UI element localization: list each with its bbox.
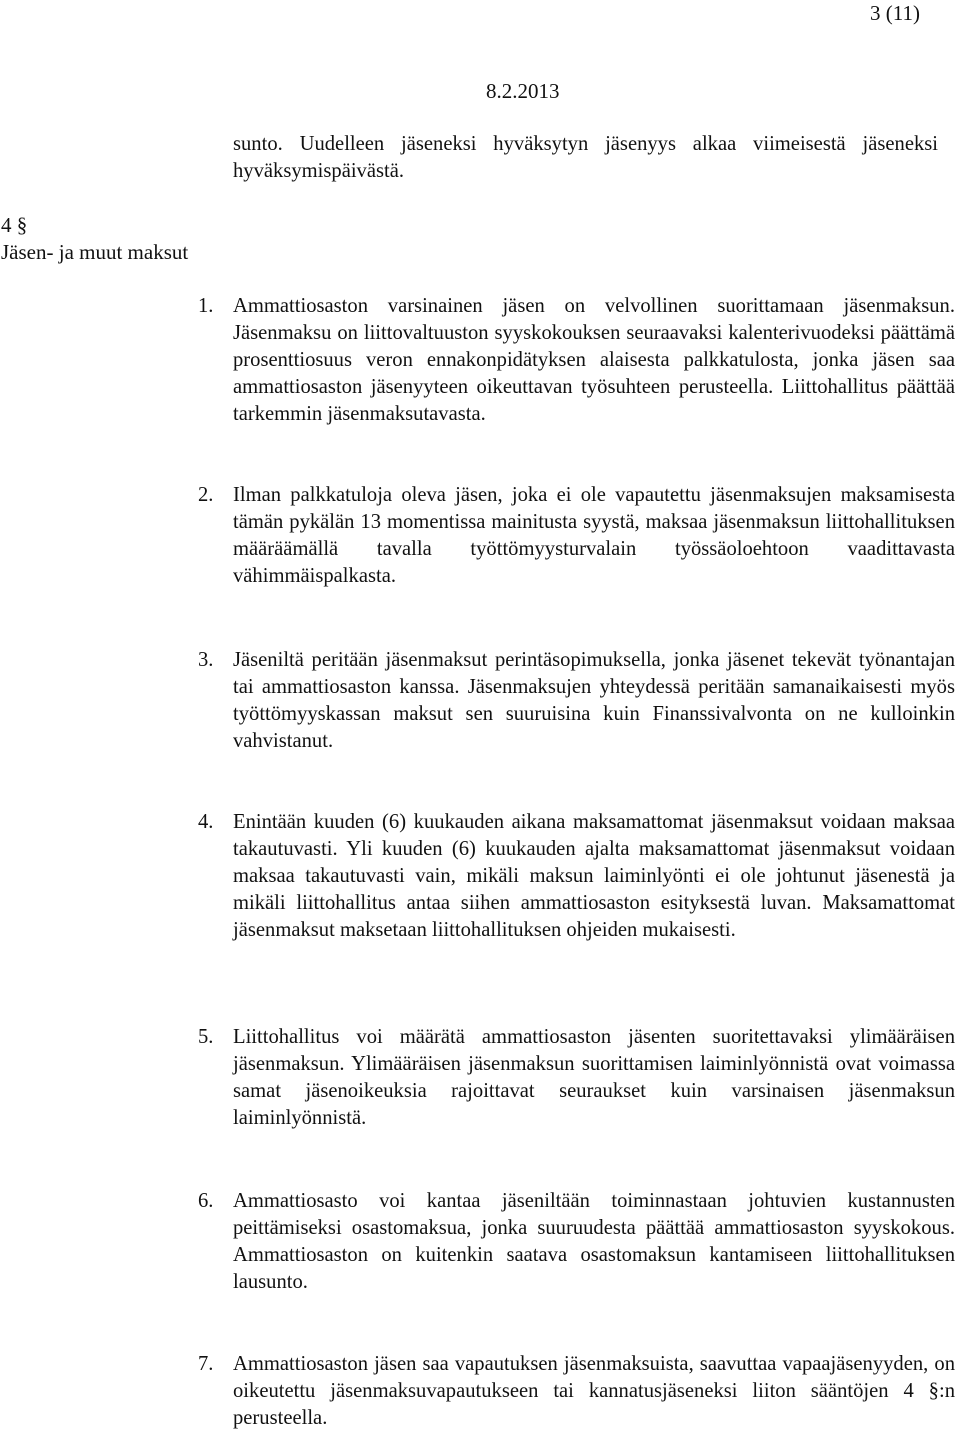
list-item	[198, 482, 955, 590]
list-item-number: 2.	[198, 484, 214, 506]
list-item-number: 3.	[198, 649, 214, 671]
list-item-text: Ammattiosaston jäsen saa vapautuksen jäsenmaksuista, saavuttaa vapaajäsenyyden, on oikeutettu jäsenmaksuvapautukseen tai kannatusjäseneksi liiton sääntöjen 4 §:n perusteella.	[233, 1353, 955, 1430]
list-item	[198, 1188, 955, 1296]
list-item-number: 4.	[198, 811, 214, 833]
list-item-text: Jäseniltä peritään jäsenmaksut perintäsopimuksella, jonka jäsenet tekevät työnantajan tai ammattiosaston kanssa. Jäsenmaksujen yhteydessä peritään samanaikaisesti myös työttömyyskassan maksut sen suuruisina kuin Finanssivalvonta on ne kulloinkin vahvistanut.	[233, 649, 955, 753]
list-item-number: 1.	[198, 295, 214, 317]
list-item-text: Ilman palkkatuloja oleva jäsen, joka ei ole vapautettu jäsenmaksujen maksamisesta tämän pykälän 13 momentissa mainitusta syystä, maksaa jäsenmaksun liittohallituksen määräämällä tavalla työttömyysturvalain työssäoloehtoon vaadittavasta vähimmäispalkasta.	[233, 484, 955, 588]
list-item-text: Ammattiosasto voi kantaa jäseniltään toiminnastaan johtuvien kustannusten peittämiseksi osastomaksua, jonka suuruudesta päättää ammattiosaston syyskokous. Ammattiosaston on kuitenkin saatava osastomaksun kantamiseen liittohallituksen lausunto.	[233, 1190, 955, 1294]
list-item-text: Liittohallitus voi määrätä ammattiosaston jäsenten suoritettavaksi ylimääräisen jäsenmaksun. Ylimääräisen jäsenmaksun suorittamisen laiminlyönnistä ovat voimassa samat jäsenoikeuksia rajoittavat seuraukset kuin varsinaisen jäsenmaksun laiminlyönnistä.	[233, 1026, 955, 1130]
intro-paragraph: suntο. Uudelleen jäseneksi hyväksytyn jäsenyys alkaa viimeisestä jäseneksi hyväksymispäivästä.	[233, 133, 938, 183]
list-item	[198, 647, 955, 755]
document-date: 8.2.2013	[486, 79, 560, 103]
list-item	[198, 293, 955, 428]
list-item-number: 6.	[198, 1190, 214, 1212]
list-item	[198, 1351, 955, 1432]
page-number: 3 (11)	[870, 1, 920, 25]
list-item	[198, 1024, 955, 1132]
list-item-text: Enintään kuuden (6) kuukauden aikana maksamattomat jäsenmaksut voidaan maksaa takautuvasti. Yli kuuden (6) kuukauden ajalta maksamattomat jäsenmaksut voidaan maksaa takautuvasti vain, mikäli maksun laiminlyönti ei ole johtunut jäsenestä ja mikäli liittohallitus antaa siihen ammattiosaston esityksestä luvan. Maksamattomat jäsenmaksut maksetaan liittohallituksen ohjeiden mukaisesti.	[233, 811, 955, 942]
list-item-number: 5.	[198, 1026, 214, 1048]
section-title: Jäsen- ja muut maksut	[1, 240, 189, 264]
list-item	[198, 809, 955, 944]
list-item-text: Ammattiosaston varsinainen jäsen on velvollinen suorittamaan jäsenmaksun. Jäsenmaksu on liittovaltuuston syyskokouksen seuraavaksi kalenterivuodeksi päättämä prosenttiosuus veron ennakonpidätyksen alaisesta palkkatulosta, jonka jäsen saa ammattiosaston jäsenyyteen oikeuttavan työsuhteen perusteella. Liittohallitus päättää tarkemmin jäsenmaksutavasta.	[233, 295, 955, 426]
section-number: 4 §	[1, 213, 28, 237]
list-item-number: 7.	[198, 1353, 214, 1375]
